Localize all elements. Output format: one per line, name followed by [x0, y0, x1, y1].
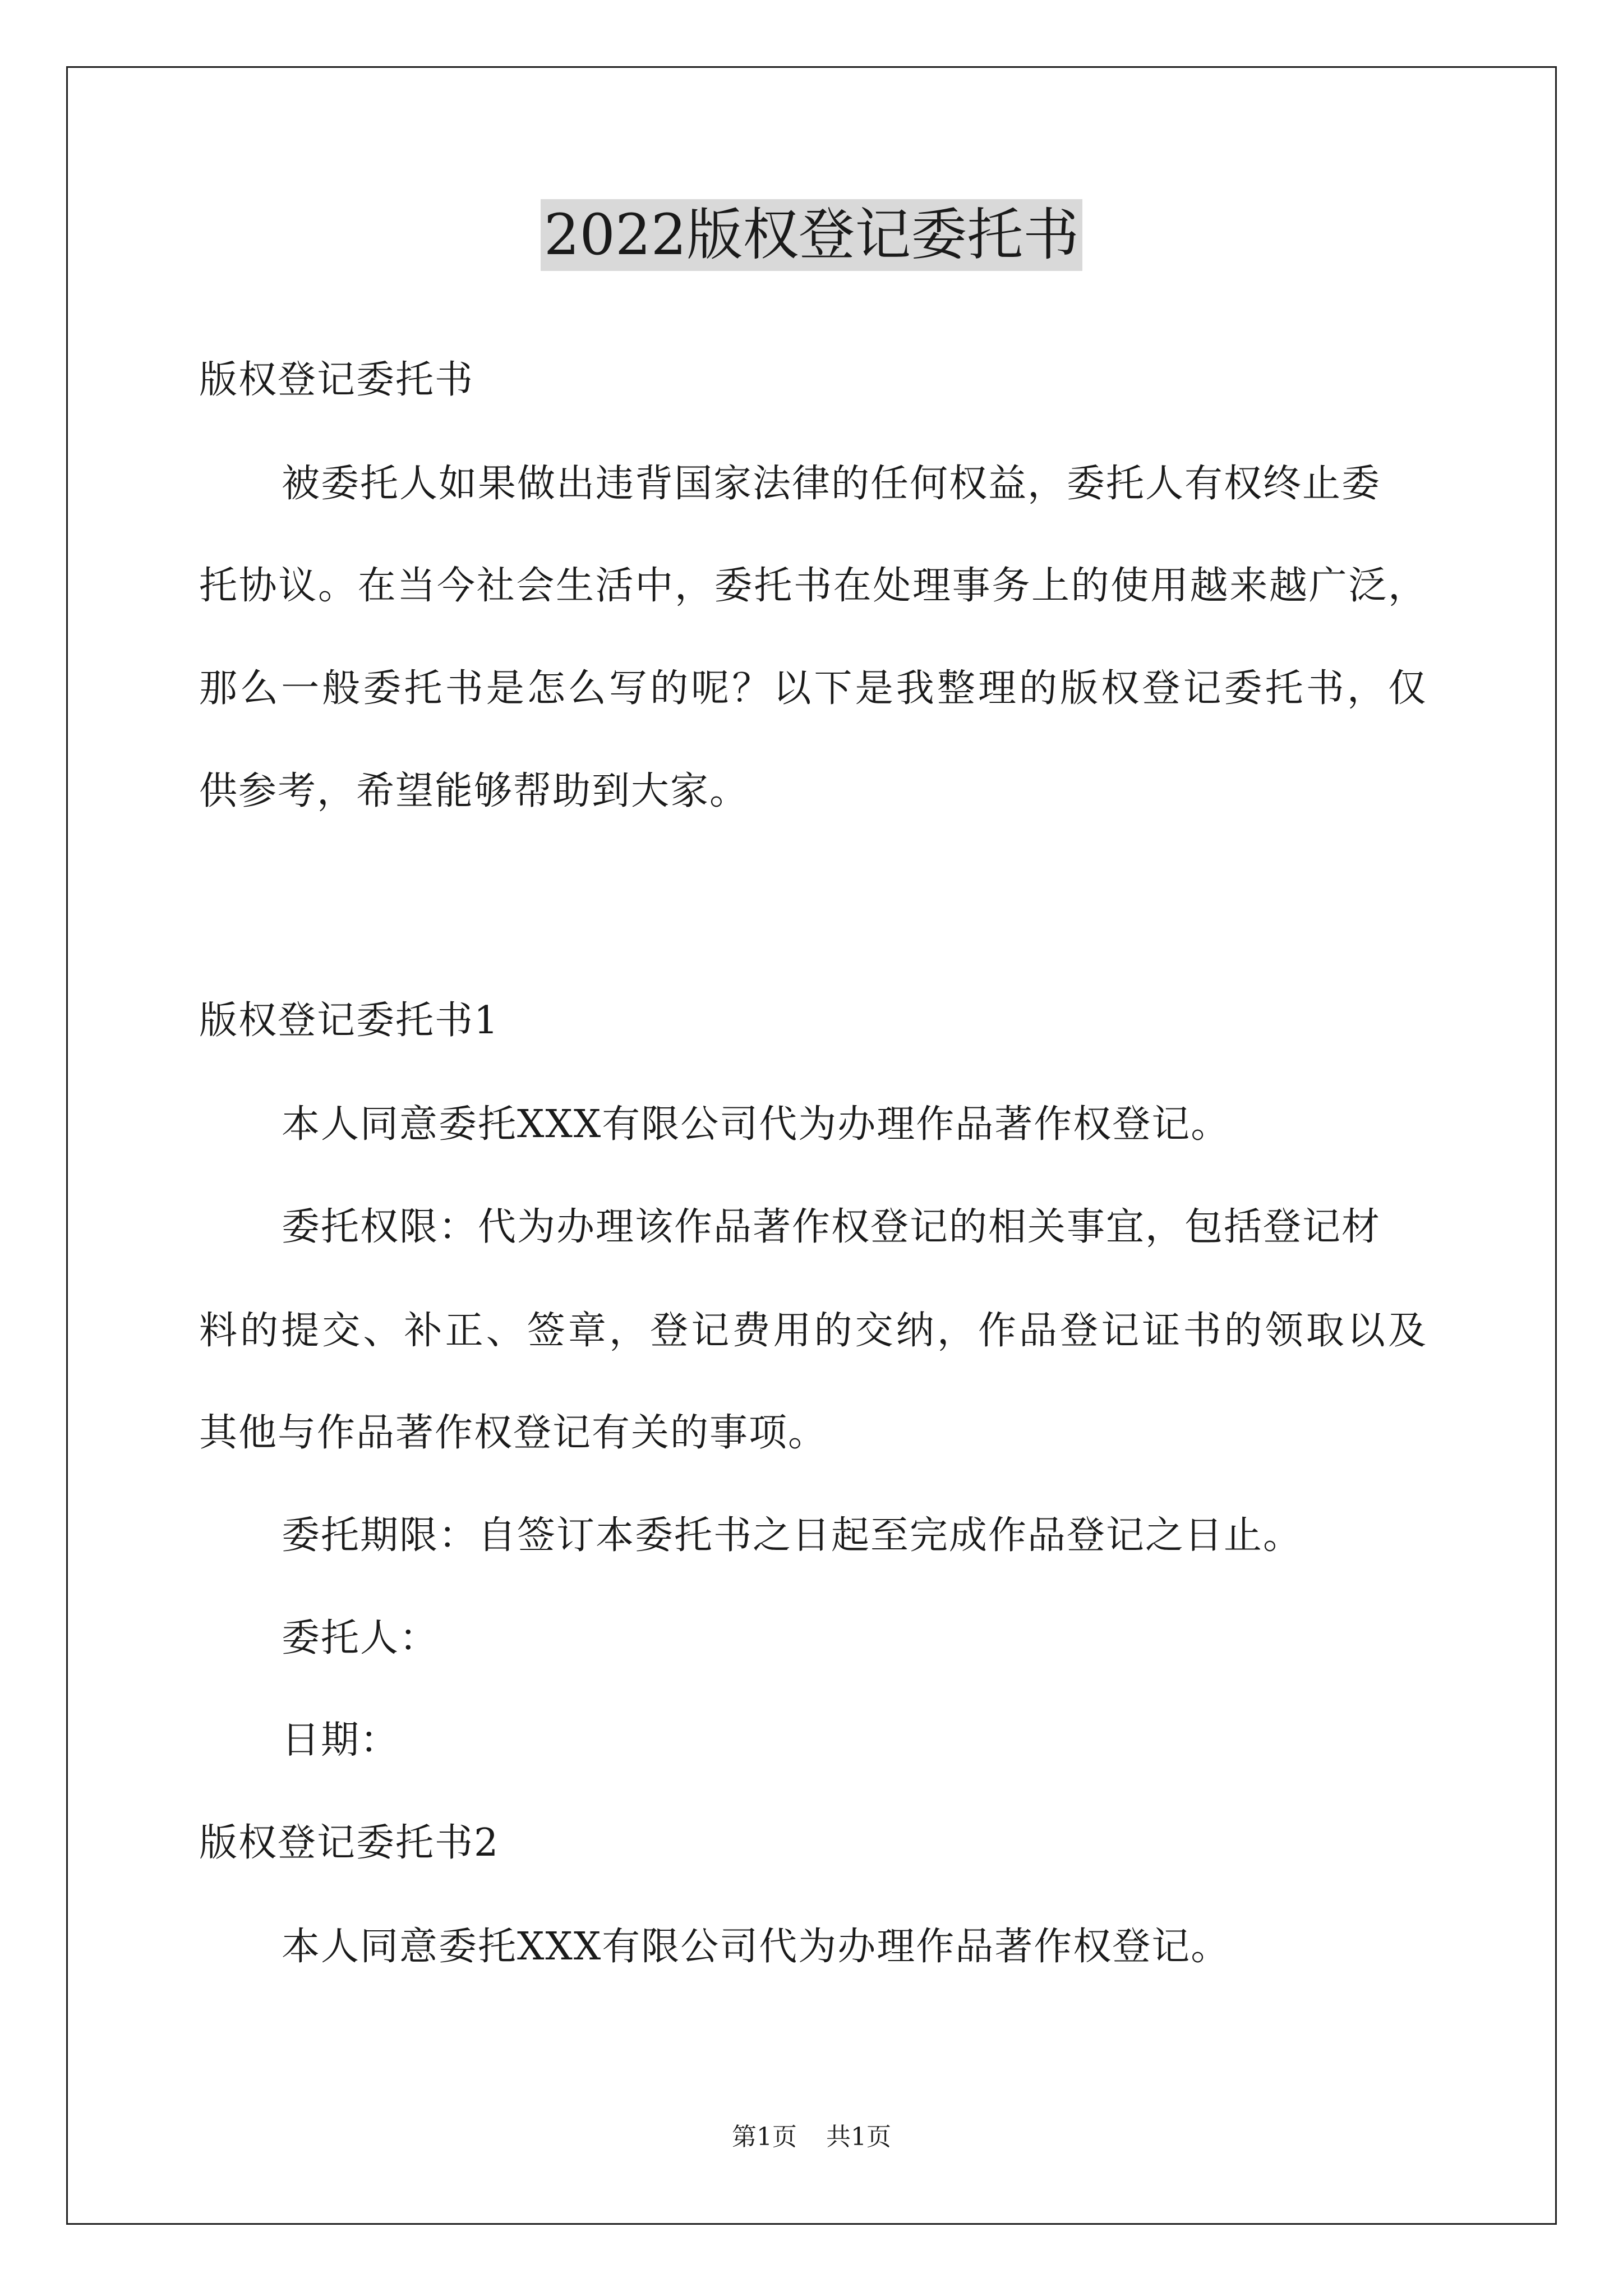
section1-scope-line-1: 委托权限：代为办理该作品著作权登记的相关事宜，包括登记材	[282, 1205, 1381, 1249]
page-number: 第1页	[732, 2123, 797, 2151]
section1-term: 委托期限：自签订本委托书之日起至完成作品登记之日止。	[282, 1513, 1303, 1558]
date-label: 日期：	[282, 1718, 400, 1763]
intro-line-4: 供参考，希望能够帮助到大家。	[199, 769, 749, 813]
section1-heading: 版权登记委托书1	[199, 999, 500, 1043]
intro-line-1: 被委托人如果做出违背国家法律的任何权益，委托人有权终止委	[282, 462, 1381, 506]
intro-heading: 版权登记委托书	[199, 358, 474, 402]
section2-paragraph-1: 本人同意委托XXX有限公司代为办理作品著作权登记。	[282, 1925, 1230, 1969]
intro-line-2: 托协议。在当今社会生活中，委托书在处理事务上的使用越来越广泛，	[199, 564, 1427, 608]
section1-scope-line-2: 料的提交、补正、签章，登记费用的交纳，作品登记证书的领取以及	[199, 1309, 1427, 1353]
section1-scope-line-3: 其他与作品著作权登记有关的事项。	[199, 1411, 828, 1455]
section2-heading: 版权登记委托书2	[199, 1821, 500, 1865]
principal-label: 委托人：	[282, 1616, 439, 1660]
section1-paragraph-1: 本人同意委托XXX有限公司代为办理作品著作权登记。	[282, 1102, 1230, 1147]
intro-line-3: 那么一般委托书是怎么写的呢？以下是我整理的版权登记委托书，仅	[199, 666, 1427, 711]
page-total: 共1页	[826, 2123, 891, 2151]
page-footer	[0, 2120, 1623, 2154]
title-container	[0, 199, 1623, 271]
document-title: 2022版权登记委托书	[541, 199, 1083, 271]
